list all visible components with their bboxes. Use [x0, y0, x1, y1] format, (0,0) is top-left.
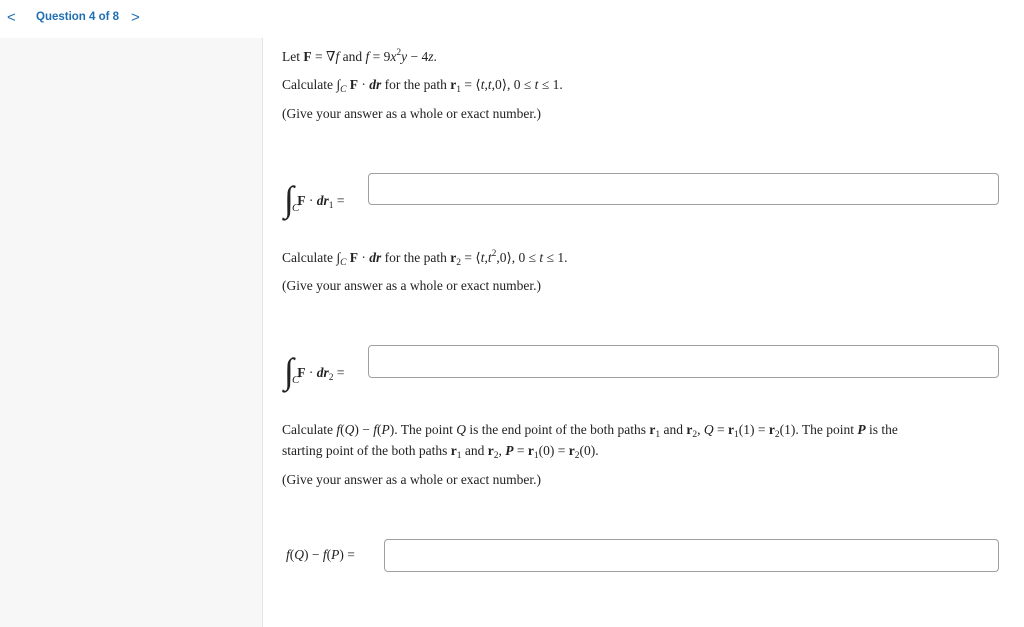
part1-answer-input[interactable]: [368, 173, 999, 205]
part3-note: (Give your answer as a whole or exact number.): [282, 472, 542, 487]
part2-integral-label: ∫ $F \cdot dr_2$ = C: [284, 351, 345, 391]
part2-answer-input[interactable]: [368, 345, 999, 378]
part2-instruction: Calculate $\int_C$ F · dr for the path $r_2$ = $⟨t,t^2,0⟩$, 0 ≤ t ≤ 1.: [282, 249, 568, 268]
question-nav-bar: [0, 0, 1024, 38]
part1-instruction: Calculate $\int_C$ F · dr for the path $r_1$ = ⟨t,t,0⟩, 0 ≤ t ≤ 1.: [282, 77, 563, 95]
left-side-panel: [0, 38, 263, 627]
previous-question-icon[interactable]: <: [7, 9, 16, 26]
part3-instruction-line1: Calculate f(Q) − f(P). The point Q is the end point of the both paths $r_1$ and $r_2$, $Q = r_1(1) = r_2(1)$. The point P is the: [282, 422, 898, 440]
next-question-icon[interactable]: >: [131, 9, 140, 26]
part2-note: (Give your answer as a whole or exact number.): [282, 278, 542, 293]
part3-expression-label: f(Q) − f(P) =: [286, 547, 355, 562]
part1-integral-label: ∫ $F \cdot dr_1$ = C: [284, 179, 345, 219]
problem-statement: Let F = ∇f and $f = 9x^2y - 4z$.: [282, 48, 437, 64]
part3-instruction-line2: starting point of the both paths $r_1$ and $r_2$, $P = r_1(0) = r_2(0)$.: [282, 443, 599, 461]
part3-answer-input[interactable]: [384, 539, 999, 572]
part1-note: (Give your answer as a whole or exact number.): [282, 106, 542, 121]
question-counter[interactable]: Question 4 of 8: [36, 11, 120, 23]
